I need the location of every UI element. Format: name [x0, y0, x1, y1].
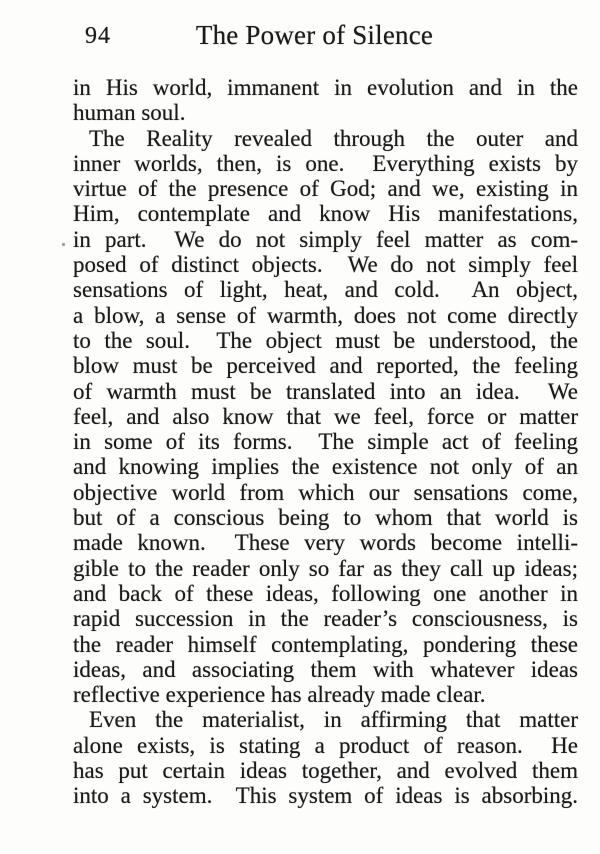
- text-line: and knowing implies the existence not only of an: [73, 454, 578, 480]
- text-line: objective world from which our sensations come,: [73, 479, 578, 505]
- page-header: [73, 0, 578, 60]
- text-line: but of a conscious being to whom that world is: [73, 505, 578, 531]
- text-line: in His world, immanent in evolution and in the: [73, 75, 578, 100]
- text-line: alone exists, is stating a product of reason. He: [73, 732, 578, 758]
- text-line: posed of distinct objects. We do not simply feel: [73, 252, 578, 278]
- text-line: ideas, and associating them with whatever ideas: [73, 656, 578, 682]
- text-line: feel, and also know that we feel, force or matter: [73, 403, 578, 429]
- text-line: of warmth must be translated into an idea. We: [73, 378, 578, 404]
- text-line: blow must be perceived and reported, the feeling: [73, 353, 578, 379]
- text-line: and back of these ideas, following one another in: [73, 580, 578, 606]
- text-line: made known. These very words become intelli-: [73, 530, 578, 556]
- text-line: in part. We do not simply feel matter as com-: [73, 226, 578, 252]
- text-line: Him, contemplate and know His manifestations,: [73, 201, 578, 227]
- text-line: virtue of the presence of God; and we, existing in: [73, 176, 578, 202]
- text-line: inner worlds, then, is one. Everything exists by: [73, 150, 578, 176]
- text-line: human soul.: [73, 100, 186, 126]
- text-line: rapid succession in the reader’s consciousness, is: [73, 606, 578, 632]
- running-title: The Power of Silence: [195, 20, 434, 50]
- text-line: into a system. This system of ideas is absorbing.: [73, 783, 578, 809]
- page-number: 94: [85, 23, 111, 49]
- body-text: [73, 75, 578, 809]
- text-line: to the soul. The object must be understood, the: [73, 327, 578, 353]
- text-line: sensations of light, heat, and cold. An object,: [73, 277, 578, 303]
- text-line: Even the materialist, in affirming that matter: [89, 707, 578, 733]
- text-line: gible to the reader only so far as they call up ideas;: [73, 555, 578, 581]
- scan-speck-artifact: [62, 243, 65, 246]
- text-line: The Reality revealed through the outer and: [89, 125, 578, 151]
- text-line: reflective experience has already made clear.: [73, 682, 486, 708]
- text-line: in some of its forms. The simple act of feeling: [73, 429, 578, 455]
- text-line: the reader himself contemplating, pondering these: [73, 631, 578, 657]
- text-line: has put certain ideas together, and evolved them: [73, 758, 578, 784]
- text-line: a blow, a sense of warmth, does not come directly: [73, 302, 578, 328]
